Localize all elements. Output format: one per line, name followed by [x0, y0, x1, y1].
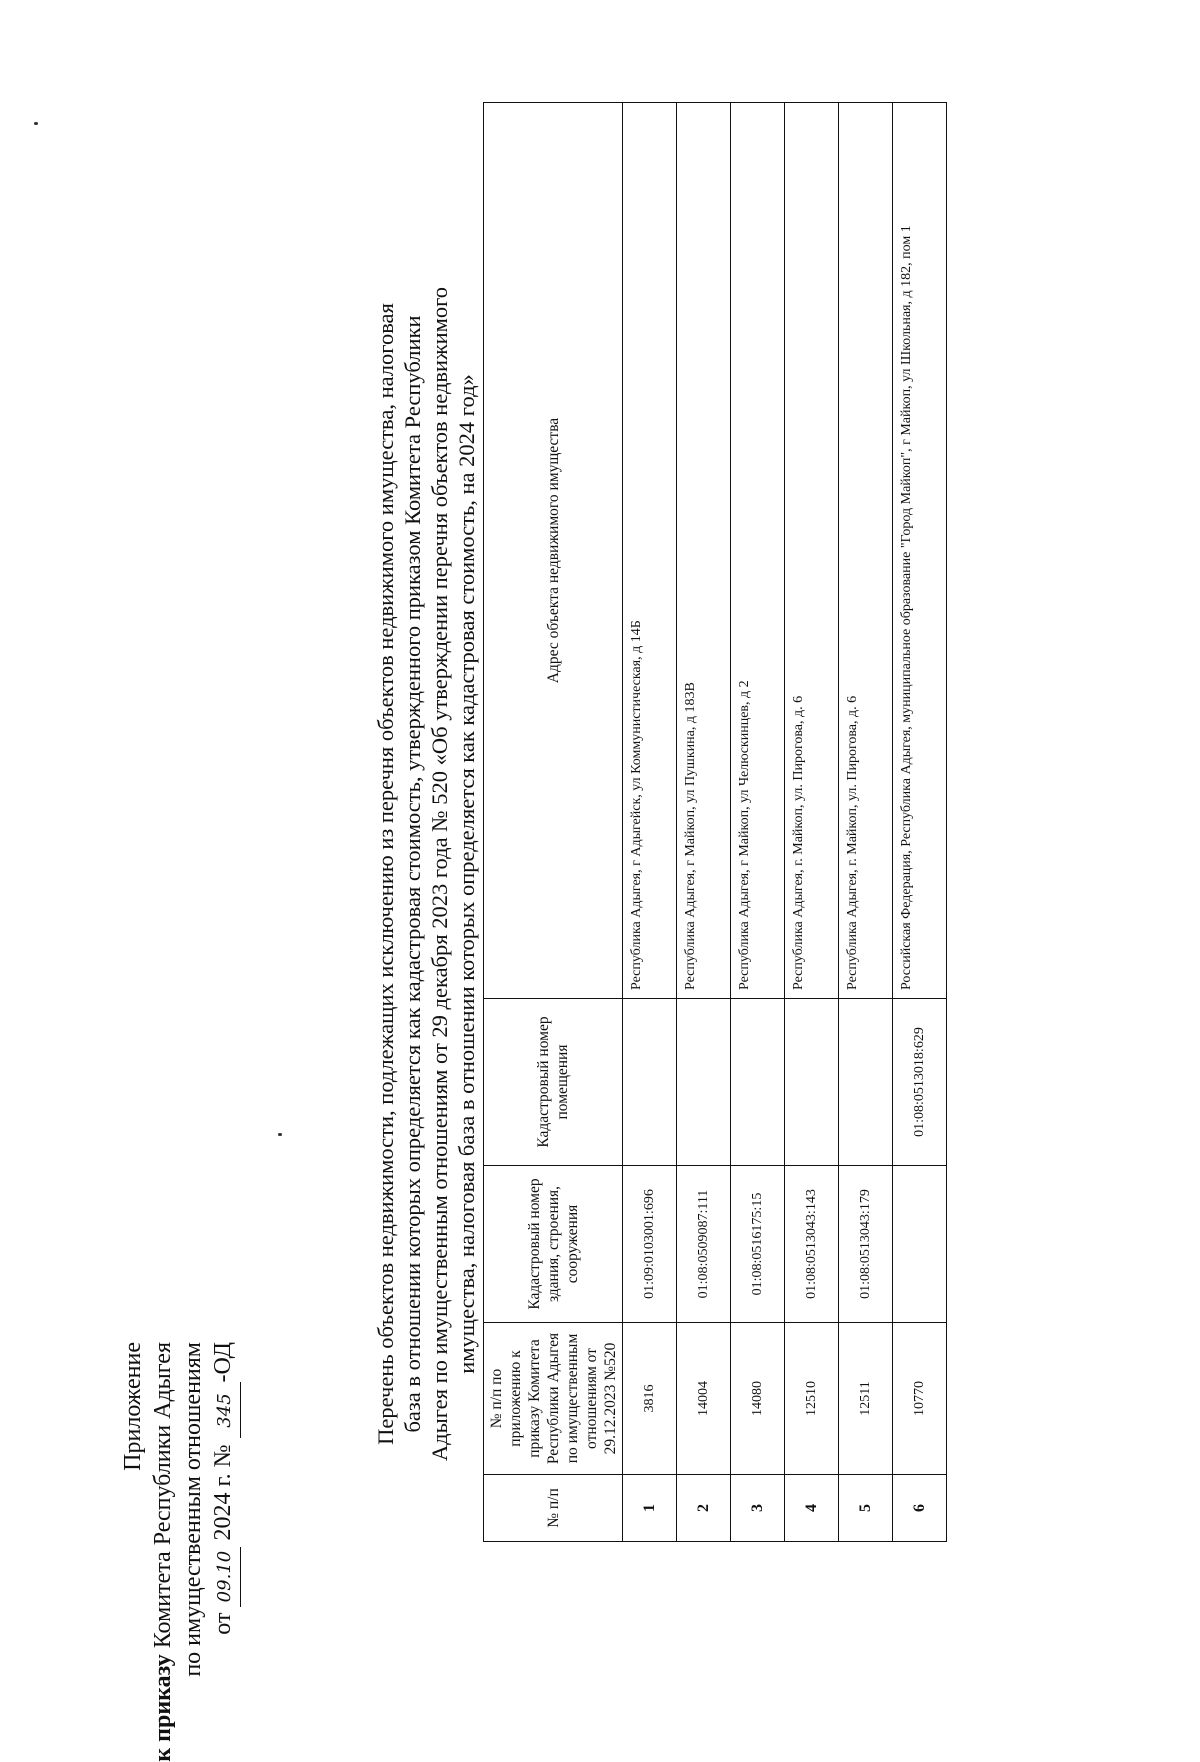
table-row — [623, 103, 677, 1542]
table-row — [893, 103, 947, 1542]
room-cadastral-cell — [677, 999, 731, 1166]
order-suffix: -ОД — [210, 1342, 236, 1383]
address-cell: Республика Адыгея, г Майкоп, ул Пушкина, д 183В — [677, 103, 731, 999]
building-cadastral-cell — [893, 1166, 947, 1323]
appendix-ref-cell: 3816 — [623, 1323, 677, 1475]
table-row — [677, 103, 731, 1542]
address-cell: Республика Адыгея, г Майкоп, ул Челюскинцев, д 2 — [731, 103, 785, 999]
header-address: Адрес объекта недвижимого имущества — [484, 103, 623, 999]
room-cadastral-cell — [785, 999, 839, 1166]
row-number: 6 — [893, 1475, 947, 1542]
scan-speck — [34, 122, 38, 125]
handwritten-order-number: 345 — [210, 1383, 241, 1439]
room-cadastral-cell — [839, 999, 893, 1166]
building-cadastral-cell: 01:08:0516175:15 — [731, 1166, 785, 1323]
address-cell: Республика Адыгея, г Адыгейск, ул Коммунистическая, д 14Б — [623, 103, 677, 999]
row-number: 2 — [677, 1475, 731, 1542]
table-row — [785, 103, 839, 1542]
title-line-1: Перечень объектов недвижимости, подлежащих исключению из перечня объектов недвижимого имущества, налоговая — [373, 303, 398, 1445]
address-cell: Российская Федерация, Республика Адыгея, муниципальное образование "Город Майкоп", г Майкоп, ул Школьная, д 182, пом 1 — [893, 103, 947, 999]
committee-name: Комитета Республики Адыгея — [150, 1342, 176, 1655]
appendix-ref-cell: 10770 — [893, 1323, 947, 1475]
year-number-label: 2024 г. № — [210, 1444, 236, 1541]
table-header-row — [484, 103, 623, 1542]
row-number: 3 — [731, 1475, 785, 1542]
order-reference-line — [148, 1342, 178, 1762]
header-appendix-ref: № п/п по приложению к приказу Комитета Республики Адыгея по имущественным отношениям от 29.12.2023 №520 — [484, 1323, 623, 1475]
address-cell: Республика Адыгея, г. Майкоп, ул. Пирогова, д. 6 — [839, 103, 893, 999]
document-title — [372, 184, 480, 1564]
table-row — [731, 103, 785, 1542]
header-row-number: № п/п — [484, 1475, 623, 1542]
appendix-ref-cell: 14080 — [731, 1323, 785, 1475]
room-cadastral-cell — [623, 999, 677, 1166]
appendix-ref-cell: 12510 — [785, 1323, 839, 1475]
header-building-cadastral: Кадастровый номер здания, строения, сооружения — [484, 1166, 623, 1323]
address-cell: Республика Адыгея, г. Майкоп, ул. Пирогова, д. 6 — [785, 103, 839, 999]
title-line-4: имущества, налоговая база в отношении которых определяется как кадастровая стоимость, на 2024 год» — [454, 374, 479, 1374]
order-date-number-line — [208, 1342, 241, 1762]
row-number: 1 — [623, 1475, 677, 1542]
order-word: к приказу — [150, 1654, 176, 1762]
committee-subtitle: по имущественным отношениям — [180, 1342, 206, 1677]
date-prefix: от — [210, 1612, 236, 1635]
handwritten-date: 09.10 — [210, 1547, 241, 1607]
title-line-3: Адыгея по имущественным отношениям от 29 декабря 2023 года № 520 «Об утверждении перечня объектов недвижимого — [427, 286, 452, 1462]
appendix-ref-cell: 12511 — [839, 1323, 893, 1475]
building-cadastral-cell: 01:08:0513043:179 — [839, 1166, 893, 1323]
title-line-2: база в отношении которых определяется как кадастровая стоимость, утвержденного приказом Комитета Республики — [400, 315, 425, 1433]
table-row — [839, 103, 893, 1542]
property-table — [483, 102, 947, 1542]
scan-speck — [278, 1133, 282, 1136]
room-cadastral-cell — [731, 999, 785, 1166]
appendix-ref-cell: 14004 — [677, 1323, 731, 1475]
building-cadastral-cell: 01:08:0509087:111 — [677, 1166, 731, 1323]
header-room-cadastral: Кадастровый номер помещения — [484, 999, 623, 1166]
building-cadastral-cell: 01:08:0513043:143 — [785, 1166, 839, 1323]
row-number: 5 — [839, 1475, 893, 1542]
row-number: 4 — [785, 1475, 839, 1542]
room-cadastral-cell: 01:08:0513018:629 — [893, 999, 947, 1166]
appendix-header — [118, 1342, 241, 1762]
appendix-label: Приложение — [120, 1342, 146, 1471]
building-cadastral-cell: 01:09:0103001:696 — [623, 1166, 677, 1323]
